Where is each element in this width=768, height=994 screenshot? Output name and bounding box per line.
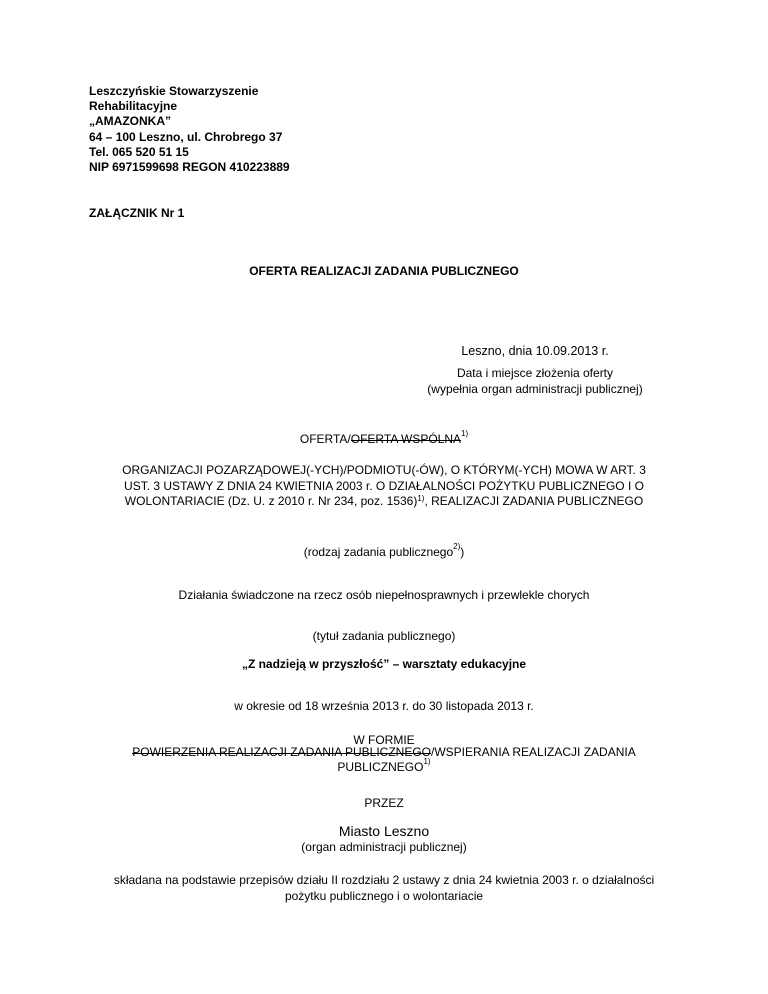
form-footnote: 1) (423, 757, 431, 766)
document-title: OFERTA REALIZACJI ZADANIA PUBLICZNEGO (249, 264, 519, 278)
task-type-value: Działania świadczone na rzecz osób niepełnosprawnych i przewlekle chorych (178, 588, 590, 602)
by-label: PRZEZ (364, 796, 404, 810)
form-line2-text: PUBLICZNEGO (337, 760, 424, 774)
offer-footnote: 1) (461, 429, 469, 438)
date-caption-line1: Data i miejsce złożenia oferty (456, 366, 614, 380)
task-title-caption: (tytuł zadania publicznego) (312, 629, 456, 643)
public-organ-caption: (organ administracji publicznej) (301, 840, 467, 854)
offer-type (0, 429, 768, 446)
task-type-caption-close: ) (460, 545, 465, 559)
organization-header (89, 84, 290, 175)
task-title-value: „Z nadzieją w przyszłość” – warsztaty edukacyjne (241, 657, 527, 671)
orgs-line3-b: , REALIZACJI ZADANIA PUBLICZNEGO (424, 494, 644, 508)
task-type-caption (0, 542, 768, 559)
task-period: w okresie od 18 września 2013 r. do 30 listopada 2013 r. (234, 699, 534, 713)
orgs-line1: ORGANIZACJI POZARZĄDOWEJ(-YCH)/PODMIOTU(-ÓW), O KTÓRYM(-YCH) MOWA W ART. 3 (122, 463, 646, 477)
form-label: W FORMIE (353, 733, 415, 747)
offer-joint-struck: OFERTA WSPÓLNA (350, 432, 462, 446)
org-nip-regon: NIP 6971599698 REGON 410223889 (89, 160, 290, 175)
org-name-line1: Leszczyńskie Stowarzyszenie (89, 84, 259, 98)
offer-word: OFERTA (299, 432, 348, 446)
org-phone: Tel. 065 520 51 15 (89, 144, 189, 159)
task-type-caption-text: (rodzaj zadania publicznego (303, 545, 454, 559)
public-organ: Miasto Leszno (338, 823, 430, 839)
org-address: 64 – 100 Leszno, ul. Chrobrego 37 (89, 129, 283, 144)
submission-date-caption (400, 366, 670, 397)
orgs-line2: UST. 3 USTAWY Z DNIA 24 KWIETNIA 2003 r. O DZIAŁALNOŚCI POŻYTKU PUBLICZNEGO I O (124, 478, 644, 493)
orgs-line3-a: WOLONTARIACIE (Dz. U. z 2010 r. Nr 234, poz. 1536) (124, 494, 418, 508)
orgs-line3 (0, 494, 768, 510)
legal-basis-line2: pożytku publicznego i o wolontariacie (284, 888, 484, 903)
form-line2 (0, 757, 768, 774)
offer-slash: / (347, 432, 351, 446)
form-struck: POWIERZENIA REALIZACJI ZADANIA PUBLICZNEGO (132, 745, 431, 759)
org-name-line3: „AMAZONKA” (89, 114, 171, 129)
form-rest: /WSPIERANIA REALIZACJI ZADANIA (431, 745, 636, 759)
legal-basis-line1: składana na podstawie przepisów działu II rozdziału 2 ustawy z dnia 24 kwietnia 2003 r. o działalności (113, 873, 655, 887)
attachment-label: ZAŁĄCZNIK Nr 1 (89, 206, 185, 220)
task-type-footnote: 2) (453, 542, 461, 551)
submission-date: Leszno, dnia 10.09.2013 r. (461, 344, 609, 358)
org-name-line2: Rehabilitacyjne (89, 99, 178, 114)
organizations-paragraph (0, 463, 768, 510)
legal-basis (0, 873, 768, 904)
orgs-footnote: 1) (417, 494, 425, 503)
date-caption-line2: (wypełnia organ administracji publicznej) (427, 381, 643, 396)
form-line1 (0, 745, 768, 759)
